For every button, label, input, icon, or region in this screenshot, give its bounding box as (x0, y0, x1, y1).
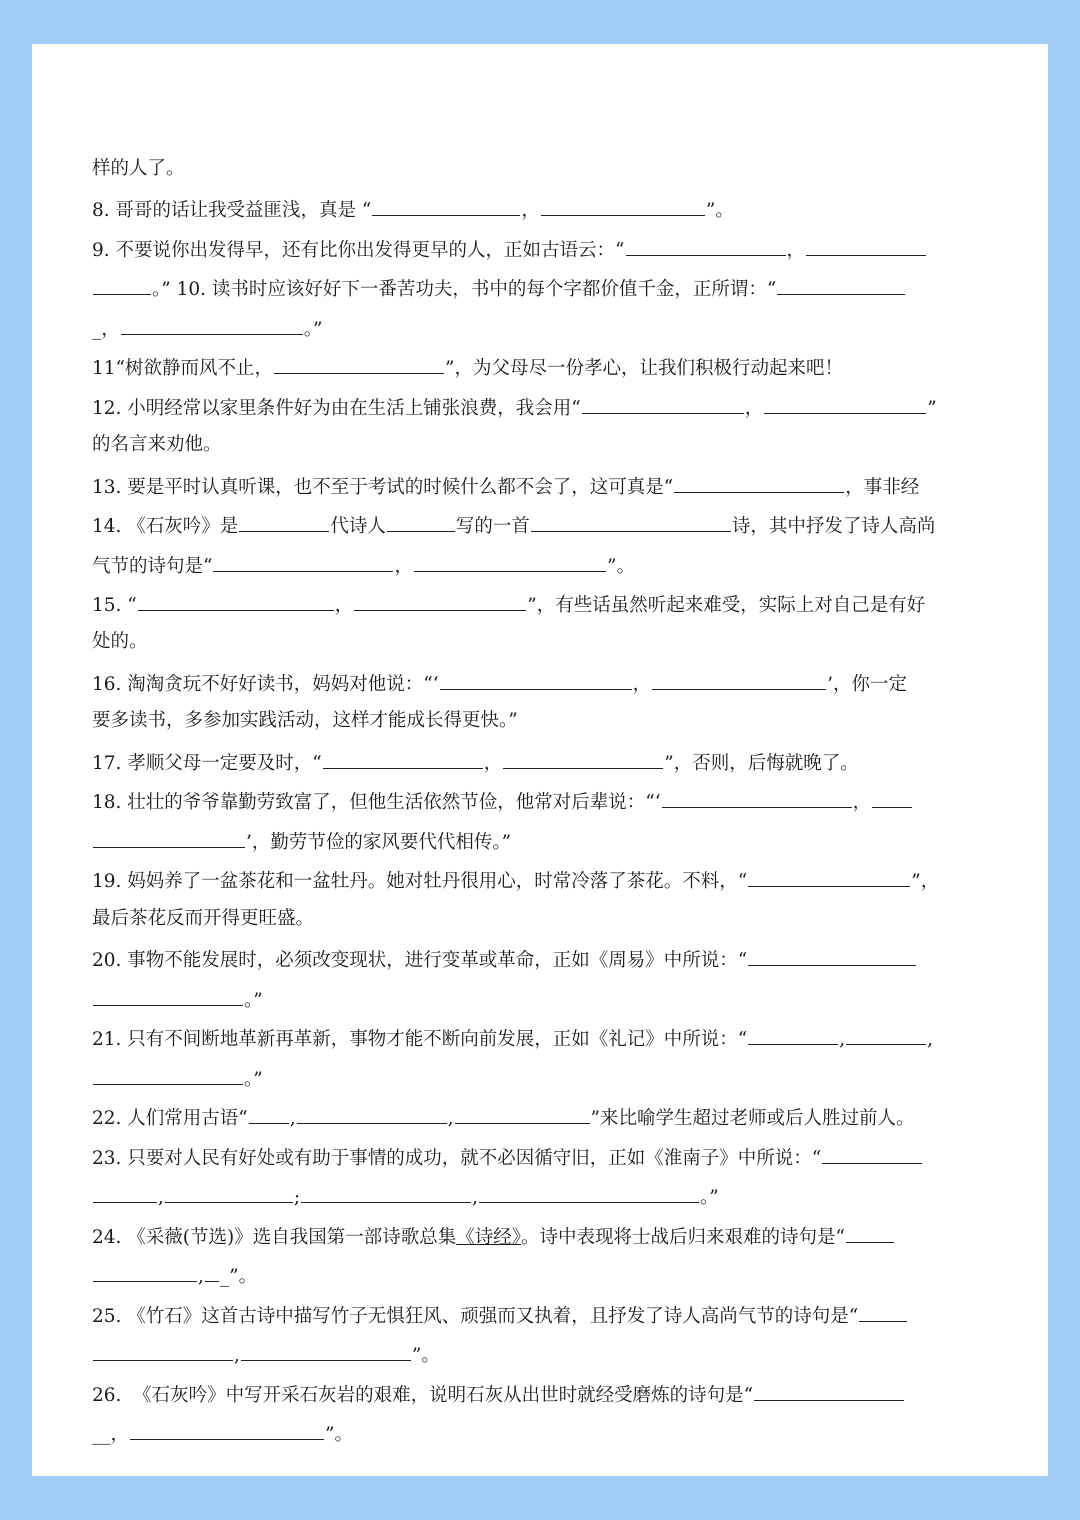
answer-blank[interactable] (241, 1340, 411, 1361)
answer-blank[interactable] (274, 353, 444, 374)
answer-blank[interactable] (652, 669, 826, 690)
answer-blank[interactable] (323, 748, 483, 769)
question-15: 15. “ ， ”，有些话虽然听起来难受，实际上对自己是有好 (92, 590, 992, 619)
answer-blank[interactable] (387, 511, 455, 532)
answer-blank[interactable] (455, 1103, 590, 1124)
answer-blank[interactable] (239, 511, 329, 532)
question-22: 22. 人们常用古语“ , , ”来比喻学生超过老师或后人胜过前人。 (92, 1103, 992, 1132)
answer-blank[interactable] (205, 1261, 219, 1282)
answer-blank[interactable] (872, 787, 912, 808)
line-continuation: 样的人了。 (92, 158, 185, 179)
question-14-cont: 气节的诗句是“ ， ”。 (92, 551, 992, 580)
answer-blank[interactable] (93, 1340, 233, 1361)
question-26: 26. 《石灰吟》中写开采石灰岩的艰难，说明石灰从出世时就经受磨炼的诗句是“ (92, 1380, 992, 1409)
question-16: 16. 淘淘贪玩不好好读书，妈妈对他说：“‘ ， ’，你一定 (92, 669, 992, 698)
question-19: 19. 妈妈养了一盆茶花和一盆牡丹。她对牡丹很用心，时常冷落了茶花。不料，“ ”， (92, 866, 992, 895)
answer-blank[interactable] (748, 945, 916, 966)
question-25: 25. 《竹石》这首古诗中描写竹子无惧狂风、顽强而又执着，且抒发了诗人高尚气节的诗句是“ (92, 1301, 992, 1330)
question-16-cont: 要多读书，多参加实践活动，这样才能成长得更快。” (92, 710, 518, 731)
question-13: 13. 要是平时认真听课，也不至于考试的时候什么都不会了，这可真是“ ，事非经 (92, 472, 992, 501)
question-15-cont: 处的。 (92, 631, 148, 652)
answer-blank[interactable] (414, 551, 606, 572)
answer-blank[interactable] (354, 590, 526, 611)
answer-blank[interactable] (93, 1261, 197, 1282)
worksheet-page (32, 44, 1048, 1476)
question-11: 11“树欲静而风不止， ”，为父母尽一份孝心，让我们积极行动起来吧！ (92, 353, 992, 382)
question-25-cont: , ”。 (92, 1340, 992, 1369)
question-9-10: 。” 10. 读书时应该好好下一番苦功夫，书中的每个字都价值千金，正所谓：“ (92, 274, 992, 303)
answer-blank[interactable] (93, 1064, 243, 1085)
answer-blank[interactable] (479, 1182, 699, 1203)
question-20-cont: 。” (92, 985, 992, 1014)
answer-blank[interactable] (297, 1103, 447, 1124)
answer-blank[interactable] (213, 551, 393, 572)
answer-blank[interactable] (503, 748, 663, 769)
answer-blank[interactable] (440, 669, 632, 690)
question-24: 24. 《采薇(节选)》选自我国第一部诗歌总集《诗经》。诗中表现将士战后归来艰难的诗句是“ (92, 1222, 992, 1251)
answer-blank[interactable] (541, 195, 705, 216)
question-21: 21. 只有不间断地革新再革新，事物才能不断向前发展，正如《礼记》中所说：“ , , (92, 1024, 992, 1053)
question-23: 23. 只要对人民有好处或有助于事情的成功，就不必因循守旧，正如《淮南子》中所说：“ (92, 1143, 992, 1172)
answer-blank[interactable] (754, 1380, 904, 1401)
question-18: 18. 壮壮的爷爷靠勤劳致富了，但他生活依然节俭，他常对后辈说：“‘ ， (92, 787, 992, 816)
question-12: 12. 小明经常以家里条件好为由在生活上铺张浪费，我会用“ ， ” (92, 393, 992, 422)
answer-blank[interactable] (582, 393, 744, 414)
answer-blank[interactable] (93, 274, 151, 295)
answer-blank[interactable] (859, 1301, 907, 1322)
answer-blank[interactable] (93, 1182, 157, 1203)
answer-blank[interactable] (130, 1419, 324, 1440)
question-12-cont: 的名言来劝他。 (92, 434, 222, 455)
question-21-cont: 。” (92, 1064, 992, 1093)
answer-blank[interactable] (372, 195, 520, 216)
question-23-cont: , ; , 。” (92, 1182, 992, 1211)
question-20: 20. 事物不能发展时，必须改变现状，进行变革或革命，正如《周易》中所说：“ (92, 945, 992, 974)
question-9: 9. 不要说你出发得早，还有比你出发得更早的人，正如古语云：“ ， (92, 235, 992, 264)
answer-blank[interactable] (846, 1024, 926, 1045)
question-19-cont: 最后茶花反而开得更旺盛。 (92, 908, 315, 929)
answer-blank[interactable] (249, 1103, 289, 1124)
answer-blank[interactable] (165, 1182, 293, 1203)
answer-blank[interactable] (138, 590, 334, 611)
question-26-cont: __， ”。 (92, 1419, 992, 1448)
answer-blank[interactable] (748, 866, 910, 887)
answer-blank[interactable] (93, 985, 243, 1006)
question-24-cont: , _”。 (92, 1261, 992, 1290)
answer-blank[interactable] (93, 827, 245, 848)
question-14: 14. 《石灰吟》是 代诗人 写的一首 诗，其中抒发了诗人高尚 (92, 511, 992, 540)
question-17: 17. 孝顺父母一定要及时，“ ， ”，否则，后悔就晚了。 (92, 748, 992, 777)
answer-blank[interactable] (121, 314, 303, 335)
answer-blank[interactable] (531, 511, 731, 532)
answer-blank[interactable] (301, 1182, 471, 1203)
answer-blank[interactable] (662, 787, 852, 808)
question-18-cont: ’，勤劳节俭的家风要代代相传。” (92, 827, 992, 856)
question-8: 8. 哥哥的话让我受益匪浅，真是 “ ， ”。 (92, 195, 992, 224)
answer-blank[interactable] (674, 472, 844, 493)
answer-blank[interactable] (626, 235, 786, 256)
answer-blank[interactable] (806, 235, 926, 256)
answer-blank[interactable] (846, 1222, 894, 1243)
question-10-cont: _， 。” (92, 314, 992, 343)
answer-blank[interactable] (777, 274, 905, 295)
answer-blank[interactable] (748, 1024, 838, 1045)
answer-blank[interactable] (764, 393, 926, 414)
answer-blank[interactable] (822, 1143, 922, 1164)
